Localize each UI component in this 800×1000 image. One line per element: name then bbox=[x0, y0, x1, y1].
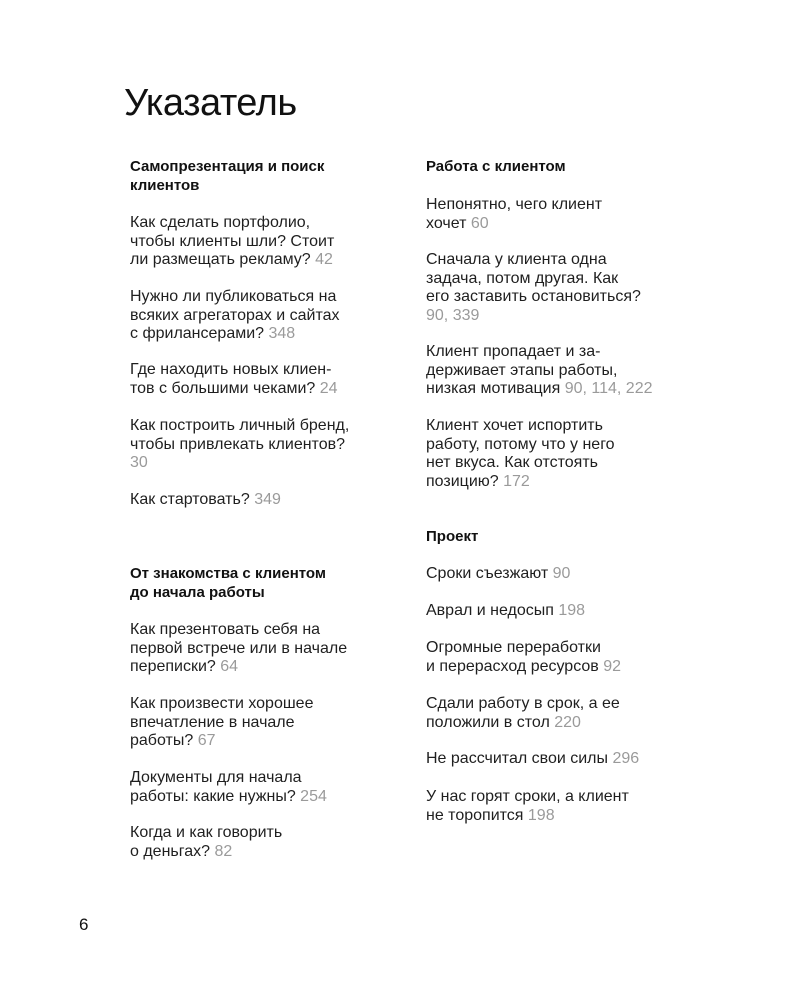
index-entry bbox=[426, 343, 716, 399]
entry-pages: 90, 339 bbox=[426, 306, 480, 324]
entry-text: Как построить личный бренд, чтобы привлекать клиентов? bbox=[130, 417, 350, 453]
entry-text: У нас горят сроки, а клиент не торопится bbox=[426, 788, 629, 824]
section-heading: От знакомства с клиентом до начала работы bbox=[130, 565, 326, 601]
index-entry bbox=[426, 788, 716, 825]
entry-text: Аврал и недосып bbox=[426, 602, 554, 619]
index-entry bbox=[130, 417, 420, 473]
section-heading: Работа с клиентом bbox=[426, 158, 566, 175]
index-section bbox=[130, 158, 420, 195]
index-entry bbox=[426, 639, 716, 676]
entry-pages: 67 bbox=[197, 732, 216, 749]
index-entry bbox=[130, 824, 420, 861]
entry-pages: 30 bbox=[130, 454, 148, 471]
index-entry bbox=[130, 695, 420, 751]
entry-text: Не рассчитал свои силы bbox=[426, 750, 608, 767]
entry-text: Сроки съезжают bbox=[426, 565, 549, 582]
index-section bbox=[426, 528, 716, 547]
entry-pages: 60 bbox=[470, 214, 489, 232]
entry-pages: 172 bbox=[503, 472, 530, 490]
entry-pages: 220 bbox=[554, 713, 581, 731]
entry-pages: 90, 114, 222 bbox=[564, 380, 653, 397]
index-entry bbox=[426, 565, 716, 584]
index-entry bbox=[130, 214, 420, 270]
index-entry bbox=[130, 769, 420, 806]
section-heading: Проект bbox=[426, 528, 479, 545]
index-entry bbox=[130, 361, 420, 398]
entry-text: Как презентовать себя на первой встрече или в начале переписки? bbox=[130, 621, 348, 675]
entry-pages: 90 bbox=[552, 565, 571, 582]
entry-pages: 42 bbox=[315, 251, 333, 268]
entry-text: Как стартовать? bbox=[130, 491, 250, 508]
index-section bbox=[130, 565, 420, 602]
entry-text: Когда и как говорить о деньгах? bbox=[130, 824, 283, 860]
entry-text: Где находить новых клиен- тов с большими чеками? bbox=[130, 361, 332, 397]
entry-pages: 198 bbox=[527, 806, 555, 824]
entry-text: Нужно ли публиковаться на всяких агрегаторах и сайтах с фрилансерами? bbox=[130, 288, 340, 342]
entry-text: Сдали работу в срок, а ее положили в стол bbox=[426, 695, 620, 731]
index-entry bbox=[426, 695, 716, 732]
entry-pages: 198 bbox=[558, 602, 586, 619]
section-heading: Самопрезентация и поиск клиентов bbox=[130, 158, 325, 194]
entry-pages: 24 bbox=[319, 379, 338, 397]
index-entry bbox=[130, 621, 420, 677]
entry-pages: 92 bbox=[603, 657, 622, 675]
entry-pages: 348 bbox=[268, 325, 296, 342]
entry-pages: 254 bbox=[300, 787, 327, 805]
page-title: Указатель bbox=[124, 82, 297, 124]
entry-pages: 349 bbox=[254, 491, 281, 508]
entry-text: Огромные переработки и перерасход ресурсов bbox=[426, 639, 601, 675]
index-entry bbox=[426, 251, 716, 325]
index-entry bbox=[426, 196, 716, 233]
index-entry bbox=[426, 750, 716, 769]
index-entry bbox=[426, 417, 716, 491]
entry-text: Сначала у клиента одна задача, потом другая. Как его заставить остановиться? bbox=[426, 251, 641, 305]
index-entry bbox=[426, 602, 716, 621]
entry-pages: 296 bbox=[612, 750, 640, 767]
index-entry bbox=[130, 288, 420, 344]
entry-text: Непонятно, чего клиент хочет bbox=[426, 196, 603, 232]
entry-text: Клиент хочет испортить работу, потому что у него нет вкуса. Как отстоять позицию? bbox=[426, 417, 615, 490]
entry-pages: 64 bbox=[220, 658, 239, 675]
entry-text: Документы для начала работы: какие нужны? bbox=[130, 769, 302, 805]
index-section bbox=[426, 158, 716, 177]
entry-text: Как произвести хорошее впечатление в начале работы? bbox=[130, 695, 314, 749]
entry-text: Как сделать портфолио, чтобы клиенты шли? Стоит ли размещать рекламу? bbox=[130, 214, 335, 268]
index-entry bbox=[130, 491, 420, 510]
page-number: 6 bbox=[79, 915, 89, 934]
entry-pages: 82 bbox=[214, 842, 233, 860]
entry-text: Клиент пропадает и за- держивает этапы работы, низкая мотивация bbox=[426, 343, 618, 397]
